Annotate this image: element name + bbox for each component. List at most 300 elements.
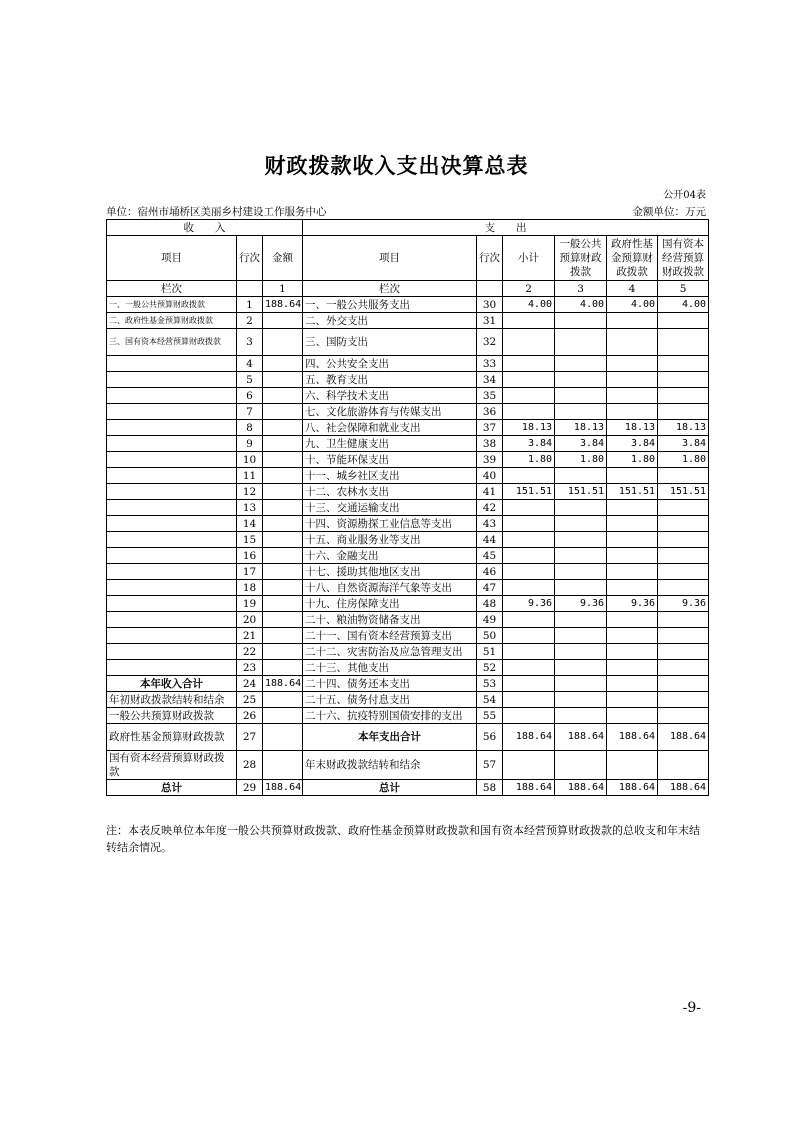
subtotal-value [503, 692, 555, 708]
table-row [107, 436, 709, 452]
fund-budget-value [607, 564, 658, 580]
table-row [107, 372, 709, 388]
expense-item: 十五、商业服务业等支出 [303, 532, 477, 548]
state-capital-value [658, 708, 709, 724]
income-amount [263, 580, 303, 596]
income-amount [263, 708, 303, 724]
subtotal-value [503, 500, 555, 516]
subtotal-value [503, 580, 555, 596]
income-item [107, 468, 237, 484]
income-line-number: 7 [237, 404, 263, 420]
general-budget-value: 188.64 [555, 780, 607, 796]
expense-line-number: 39 [477, 452, 503, 468]
general-budget-value [555, 644, 607, 660]
table-row [107, 708, 709, 724]
state-capital-value [658, 644, 709, 660]
expense-item: 一、一般公共服务支出 [303, 297, 477, 313]
general-budget-value [555, 356, 607, 372]
expense-line-number: 49 [477, 612, 503, 628]
state-capital-value: 18.13 [658, 420, 709, 436]
fund-budget-value [607, 372, 658, 388]
expense-line-number: 36 [477, 404, 503, 420]
column-number-5: 5 [658, 281, 709, 297]
expense-column-label: 栏次 [303, 281, 477, 297]
income-amount [263, 484, 303, 500]
general-budget-value [555, 548, 607, 564]
income-item [107, 548, 237, 564]
state-capital-value: 188.64 [658, 724, 709, 751]
general-budget-value [555, 676, 607, 692]
general-budget-value [555, 751, 607, 780]
expense-item: 三、国防支出 [303, 329, 477, 356]
table-row [107, 676, 709, 692]
expense-item: 二十四、债务还本支出 [303, 676, 477, 692]
budget-summary-table [106, 219, 709, 796]
state-capital-value [658, 548, 709, 564]
income-line-number: 28 [237, 751, 263, 780]
income-item [107, 500, 237, 516]
income-amount [263, 313, 303, 329]
fund-budget-value: 3.84 [607, 436, 658, 452]
general-budget-value: 4.00 [555, 297, 607, 313]
fund-budget-value [607, 612, 658, 628]
table-row [107, 420, 709, 436]
subtotal-value: 9.36 [503, 596, 555, 612]
fund-budget-value [607, 628, 658, 644]
expense-item: 年末财政拨款结转和结余 [303, 751, 477, 780]
column-number-1: 1 [263, 281, 303, 297]
income-amount [263, 596, 303, 612]
income-item-header: 项目 [107, 236, 237, 281]
income-line-number: 21 [237, 628, 263, 644]
state-capital-value [658, 404, 709, 420]
subtotal-value [503, 468, 555, 484]
fund-budget-value [607, 692, 658, 708]
column-number-2: 2 [503, 281, 555, 297]
expense-line-number: 58 [477, 780, 503, 796]
state-capital-value: 9.36 [658, 596, 709, 612]
income-line-number: 4 [237, 356, 263, 372]
income-amount [263, 548, 303, 564]
income-header: 收 入 [107, 220, 303, 236]
income-line-number: 24 [237, 676, 263, 692]
subtotal-header: 小计 [503, 236, 555, 281]
state-capital-value [658, 356, 709, 372]
general-budget-value: 18.13 [555, 420, 607, 436]
fund-budget-value: 188.64 [607, 780, 658, 796]
state-capital-value [658, 468, 709, 484]
fund-budget-value [607, 329, 658, 356]
income-item [107, 532, 237, 548]
general-budget-value [555, 692, 607, 708]
subtotal-value [503, 628, 555, 644]
income-amount: 188.64 [263, 297, 303, 313]
income-line-number: 22 [237, 644, 263, 660]
general-budget-value [555, 532, 607, 548]
expense-line-number: 34 [477, 372, 503, 388]
expense-line-number: 30 [477, 297, 503, 313]
expense-line-number: 31 [477, 313, 503, 329]
state-capital-value [658, 313, 709, 329]
fund-budget-header: 政府性基金预算财政拨款 [607, 236, 658, 281]
general-budget-value [555, 708, 607, 724]
income-line-number: 11 [237, 468, 263, 484]
table-row [107, 564, 709, 580]
subtotal-value [503, 676, 555, 692]
subtotal-value [503, 564, 555, 580]
expense-line-number: 57 [477, 751, 503, 780]
table-row [107, 644, 709, 660]
income-item: 国有资本经营预算财政拨款 [107, 751, 237, 780]
fund-budget-value [607, 708, 658, 724]
income-line-number: 12 [237, 484, 263, 500]
page-number: -9- [682, 1000, 701, 1016]
income-amount [263, 356, 303, 372]
income-line-number: 18 [237, 580, 263, 596]
expense-line-number: 56 [477, 724, 503, 751]
subtotal-value: 4.00 [503, 297, 555, 313]
income-amount [263, 436, 303, 452]
income-line-number: 3 [237, 329, 263, 356]
table-row [107, 596, 709, 612]
subtotal-value [503, 516, 555, 532]
income-amount [263, 516, 303, 532]
state-capital-value [658, 500, 709, 516]
income-item [107, 372, 237, 388]
expense-item: 二十二、灾害防治及应急管理支出 [303, 644, 477, 660]
money-unit: 金额单位：万元 [632, 206, 706, 218]
state-capital-value [658, 388, 709, 404]
income-line-number: 1 [237, 297, 263, 313]
table-row [107, 780, 709, 796]
general-budget-value [555, 372, 607, 388]
subtotal-value: 188.64 [503, 780, 555, 796]
subtotal-value [503, 404, 555, 420]
income-amount [263, 500, 303, 516]
fund-budget-value [607, 468, 658, 484]
table-row [107, 329, 709, 356]
income-amount [263, 628, 303, 644]
fund-budget-value: 9.36 [607, 596, 658, 612]
state-capital-value [658, 751, 709, 780]
expense-item: 十二、农林水支出 [303, 484, 477, 500]
expense-line-number: 40 [477, 468, 503, 484]
expense-line-number: 48 [477, 596, 503, 612]
state-capital-value [658, 628, 709, 644]
income-item: 三、国有资本经营预算财政拨款 [107, 329, 237, 356]
table-row [107, 356, 709, 372]
state-capital-value [658, 676, 709, 692]
subtotal-value [503, 372, 555, 388]
page-title: 财政拨款收入支出决算总表 [264, 153, 529, 178]
expense-item: 二十五、债务付息支出 [303, 692, 477, 708]
table-row [107, 548, 709, 564]
expense-header: 支 出 [303, 220, 709, 236]
expense-item: 十、节能环保支出 [303, 452, 477, 468]
general-budget-value [555, 500, 607, 516]
subtotal-value [503, 751, 555, 780]
form-number: 公开04表 [663, 190, 706, 201]
income-line-number: 25 [237, 692, 263, 708]
expense-line-number: 51 [477, 644, 503, 660]
fund-budget-value [607, 644, 658, 660]
state-capital-value [658, 692, 709, 708]
subtotal-value [503, 644, 555, 660]
expense-line-number: 55 [477, 708, 503, 724]
income-item: 本年收入合计 [107, 676, 237, 692]
expense-line-number: 52 [477, 660, 503, 676]
table-row [107, 580, 709, 596]
income-amount [263, 532, 303, 548]
fund-budget-value: 18.13 [607, 420, 658, 436]
subtotal-value [503, 612, 555, 628]
state-capital-value [658, 564, 709, 580]
income-item [107, 452, 237, 468]
income-line-number: 17 [237, 564, 263, 580]
income-line-number: 10 [237, 452, 263, 468]
expense-item: 二十六、抗疫特别国债安排的支出 [303, 708, 477, 724]
expense-line-number: 38 [477, 436, 503, 452]
general-budget-value: 188.64 [555, 724, 607, 751]
expense-item: 五、教育支出 [303, 372, 477, 388]
fund-budget-value [607, 388, 658, 404]
income-amount [263, 452, 303, 468]
general-budget-value [555, 468, 607, 484]
income-line-number: 15 [237, 532, 263, 548]
table-row [107, 468, 709, 484]
state-capital-value [658, 532, 709, 548]
expense-item: 九、卫生健康支出 [303, 436, 477, 452]
expense-item: 十八、自然资源海洋气象等支出 [303, 580, 477, 596]
income-item: 总计 [107, 780, 237, 796]
income-item: 政府性基金预算财政拨款 [107, 724, 237, 751]
subtotal-value [503, 313, 555, 329]
fund-budget-value: 151.51 [607, 484, 658, 500]
income-item [107, 628, 237, 644]
general-budget-value [555, 564, 607, 580]
fund-budget-value [607, 356, 658, 372]
state-capital-value [658, 372, 709, 388]
expense-item: 六、科学技术支出 [303, 388, 477, 404]
expense-item: 二十、粮油物资储备支出 [303, 612, 477, 628]
state-capital-value: 3.84 [658, 436, 709, 452]
expense-item: 二、外交支出 [303, 313, 477, 329]
subtotal-value: 151.51 [503, 484, 555, 500]
income-item: 一般公共预算财政拨款 [107, 708, 237, 724]
income-amount: 188.64 [263, 780, 303, 796]
fund-budget-value [607, 500, 658, 516]
expense-line-number: 53 [477, 676, 503, 692]
income-item [107, 404, 237, 420]
income-amount [263, 692, 303, 708]
general-budget-value [555, 612, 607, 628]
fund-budget-value: 188.64 [607, 724, 658, 751]
subtotal-value: 188.64 [503, 724, 555, 751]
income-item [107, 356, 237, 372]
expense-item: 总计 [303, 780, 477, 796]
fund-budget-value [607, 516, 658, 532]
subtotal-value [503, 388, 555, 404]
expense-line-number: 46 [477, 564, 503, 580]
expense-line-number: 45 [477, 548, 503, 564]
income-item [107, 612, 237, 628]
income-item: 年初财政拨款结转和结余 [107, 692, 237, 708]
expense-item: 七、文化旅游体育与传媒支出 [303, 404, 477, 420]
general-budget-header: 一般公共预算财政拨款 [555, 236, 607, 281]
expense-item: 十三、交通运输支出 [303, 500, 477, 516]
expense-line-number: 32 [477, 329, 503, 356]
income-item [107, 564, 237, 580]
income-item [107, 484, 237, 500]
income-item [107, 644, 237, 660]
subtotal-value: 18.13 [503, 420, 555, 436]
table-row [107, 313, 709, 329]
table-note: 注：本表反映单位本年度一般公共预算财政拨款、政府性基金预算财政拨款和国有资本经营预算财政拨款的总收支和年末结转结余情况。 [106, 824, 700, 854]
empty-cell [477, 281, 503, 297]
table-row [107, 724, 709, 751]
general-budget-value [555, 388, 607, 404]
state-capital-value [658, 516, 709, 532]
expense-item: 十九、住房保障支出 [303, 596, 477, 612]
subtotal-value [503, 532, 555, 548]
income-item: 二、政府性基金预算财政拨款 [107, 313, 237, 329]
subtotal-value: 3.84 [503, 436, 555, 452]
table-row [107, 452, 709, 468]
state-capital-value [658, 580, 709, 596]
expense-line-number: 33 [477, 356, 503, 372]
income-amount [263, 404, 303, 420]
income-line-number: 23 [237, 660, 263, 676]
income-amount [263, 329, 303, 356]
general-budget-value [555, 516, 607, 532]
subtotal-value [503, 548, 555, 564]
table-row [107, 484, 709, 500]
income-line-number: 5 [237, 372, 263, 388]
expense-item: 十一、城乡社区支出 [303, 468, 477, 484]
expense-line-number: 54 [477, 692, 503, 708]
income-line-header: 行次 [237, 236, 263, 281]
income-line-number: 29 [237, 780, 263, 796]
general-budget-value [555, 404, 607, 420]
income-amount [263, 724, 303, 751]
fund-budget-value [607, 404, 658, 420]
income-line-number: 14 [237, 516, 263, 532]
expense-item: 十七、援助其他地区支出 [303, 564, 477, 580]
table-row [107, 692, 709, 708]
fund-budget-value [607, 313, 658, 329]
general-budget-value [555, 580, 607, 596]
general-budget-value [555, 329, 607, 356]
general-budget-value: 3.84 [555, 436, 607, 452]
income-column-label: 栏次 [107, 281, 237, 297]
fund-budget-value [607, 532, 658, 548]
expense-line-number: 42 [477, 500, 503, 516]
income-line-number: 20 [237, 612, 263, 628]
expense-item: 本年支出合计 [303, 724, 477, 751]
table-body [107, 297, 709, 796]
fund-budget-value: 1.80 [607, 452, 658, 468]
fund-budget-value [607, 548, 658, 564]
general-budget-value: 9.36 [555, 596, 607, 612]
general-budget-value: 151.51 [555, 484, 607, 500]
state-capital-value [658, 660, 709, 676]
fund-budget-value [607, 580, 658, 596]
state-capital-value: 151.51 [658, 484, 709, 500]
expense-line-number: 43 [477, 516, 503, 532]
expense-item: 十四、资源勘探工业信息等支出 [303, 516, 477, 532]
subtotal-value [503, 708, 555, 724]
income-line-number: 16 [237, 548, 263, 564]
income-amount [263, 612, 303, 628]
income-item [107, 516, 237, 532]
income-item [107, 660, 237, 676]
expense-line-number: 44 [477, 532, 503, 548]
column-number-4: 4 [607, 281, 658, 297]
table-row [107, 388, 709, 404]
subtotal-value [503, 356, 555, 372]
general-budget-value: 1.80 [555, 452, 607, 468]
table-row [107, 532, 709, 548]
table-row [107, 404, 709, 420]
subtotal-value [503, 660, 555, 676]
table-row [107, 500, 709, 516]
state-capital-value [658, 329, 709, 356]
column-number-3: 3 [555, 281, 607, 297]
income-amount [263, 564, 303, 580]
income-line-number: 8 [237, 420, 263, 436]
income-line-number: 27 [237, 724, 263, 751]
income-amount: 188.64 [263, 676, 303, 692]
income-item [107, 596, 237, 612]
income-amount [263, 751, 303, 780]
income-amount [263, 644, 303, 660]
state-capital-header: 国有资本经营预算财政拨款 [658, 236, 709, 281]
fund-budget-value [607, 676, 658, 692]
income-line-number: 13 [237, 500, 263, 516]
table-row [107, 628, 709, 644]
expense-line-number: 47 [477, 580, 503, 596]
expense-item: 二十一、国有资本经营预算支出 [303, 628, 477, 644]
expense-item: 四、公共安全支出 [303, 356, 477, 372]
income-item: 一、一般公共预算财政拨款 [107, 297, 237, 313]
income-line-number: 9 [237, 436, 263, 452]
state-capital-value: 188.64 [658, 780, 709, 796]
income-item [107, 436, 237, 452]
expense-line-number: 41 [477, 484, 503, 500]
empty-cell [237, 281, 263, 297]
income-line-number: 19 [237, 596, 263, 612]
table-row [107, 612, 709, 628]
income-amount [263, 420, 303, 436]
income-amount [263, 372, 303, 388]
subtotal-value [503, 329, 555, 356]
general-budget-value [555, 313, 607, 329]
table-row [107, 516, 709, 532]
expense-line-header: 行次 [477, 236, 503, 281]
income-amount [263, 468, 303, 484]
table-row [107, 660, 709, 676]
reporting-unit: 单位：宿州市埇桥区美丽乡村建设工作服务中心 [106, 206, 327, 218]
expense-item: 八、社会保障和就业支出 [303, 420, 477, 436]
table-row [107, 297, 709, 313]
fund-budget-value: 4.00 [607, 297, 658, 313]
income-item [107, 580, 237, 596]
income-line-number: 2 [237, 313, 263, 329]
expense-item-header: 项目 [303, 236, 477, 281]
expense-line-number: 37 [477, 420, 503, 436]
fund-budget-value [607, 751, 658, 780]
state-capital-value: 1.80 [658, 452, 709, 468]
